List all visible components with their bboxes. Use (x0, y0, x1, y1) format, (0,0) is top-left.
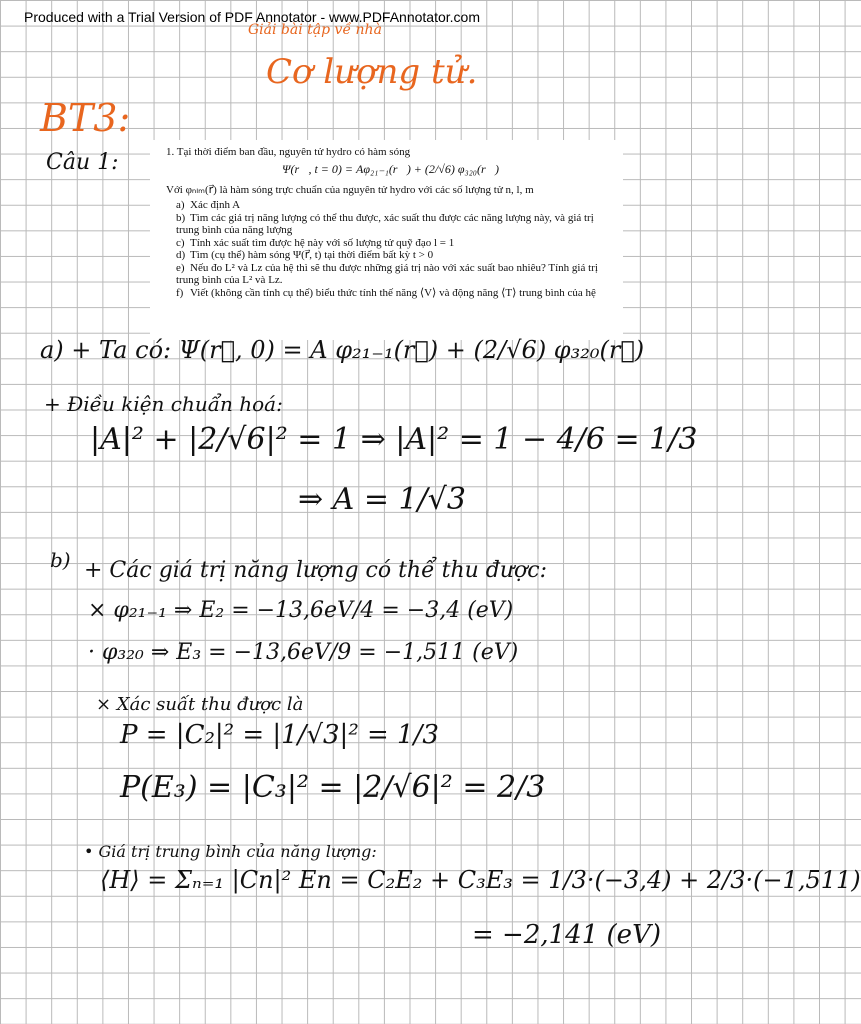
solution-a-line-3: |A|² + |2/√6|² = 1 ⇒ |A|² = 1 − 4/6 = 1/3 (90, 422, 698, 457)
problem-item: c) Tính xác suất tìm được hệ này với số lượng tử quỹ đạo l = 1 (176, 236, 455, 249)
page-subtitle: Giải bài tập về nhà (248, 22, 382, 38)
problem-item: b) Tìm các giá trị năng lượng có thể thu được, xác suất thu được các năng lượng này, và giá trị trung bình của năng lượng (176, 211, 594, 236)
problem-equation: Ψ(r⃗, t = 0) = Aφ₂₁₋₁(r⃗) + (2/√6) φ₃₂₀(r⃗) (282, 162, 499, 176)
solution-b-line-8: ⟨H⟩ = Σₙ₌₁ |Cn|² En = C₂E₂ + C₃E₃ = 1/3·(−3,4) + 2/3·(−1,511) (100, 866, 861, 894)
solution-b-line-7: • Giá trị trung bình của năng lượng: (84, 842, 377, 861)
solution-a-line-1: a) + Ta có: Ψ(r⃗, 0) = A φ₂₁₋₁(r⃗) + (2/√6) φ₃₂₀(r⃗) (40, 336, 645, 364)
problem-item: e) Nếu đo L² và Lz của hệ thì sẽ thu được những giá trị nào với xác suất bao nhiêu? Tính giá trị trung bình của L² và Lz. (176, 261, 598, 286)
solution-b-line-6: P(E₃) = |C₃|² = |2/√6|² = 2/3 (120, 770, 546, 805)
problem-statement (150, 140, 623, 340)
solution-b-result: = −2,141 (eV) (472, 920, 661, 950)
solution-a-result: ⇒ A = 1/√3 (298, 482, 466, 517)
problem-intro: 1. Tại thời điểm ban đầu, nguyên tử hydro có hàm sóng (166, 146, 411, 158)
problem-item: a) Xác định A (176, 199, 241, 211)
problem-item: f) Viết (không cần tính cụ thể) biểu thức tính thế năng ⟨V⟩ và động năng ⟨T⟩ trung bình của hệ (176, 286, 596, 299)
page-title: Cơ lượng tử. (266, 52, 478, 92)
solution-b-line-1: + Các giá trị năng lượng có thể thu được: (84, 558, 548, 583)
solution-b-line-5: P = |C₂|² = |1/√3|² = 1/3 (120, 720, 439, 750)
solution-b-line-3: · φ₃₂₀ ⇒ E₃ = −13,6eV/9 = −1,511 (eV) (88, 640, 519, 665)
solution-b-line-4: × Xác suất thu được là (96, 694, 304, 715)
solution-a-line-2: + Điều kiện chuẩn hoá: (44, 392, 283, 416)
section-label: BT3: (40, 96, 131, 140)
problem-item: d) Tìm (cụ thể) hàm sóng Ψ(r⃗, t) tại thời điểm bất kỳ t > 0 (176, 249, 434, 261)
watermark-text: Produced with a Trial Version of PDF Annotator - www.PDFAnnotator.com (24, 9, 480, 25)
solution-b-label: b) (50, 548, 71, 572)
problem-lead: Với φₙₗₘ(r⃗) là hàm sóng trực chuẩn của nguyên tử hydro với các số lượng tử n, l, m (166, 184, 534, 196)
question-label: Câu 1: (46, 150, 119, 175)
solution-b-line-2: × φ₂₁₋₁ ⇒ E₂ = −13,6eV/4 = −3,4 (eV) (88, 598, 514, 623)
